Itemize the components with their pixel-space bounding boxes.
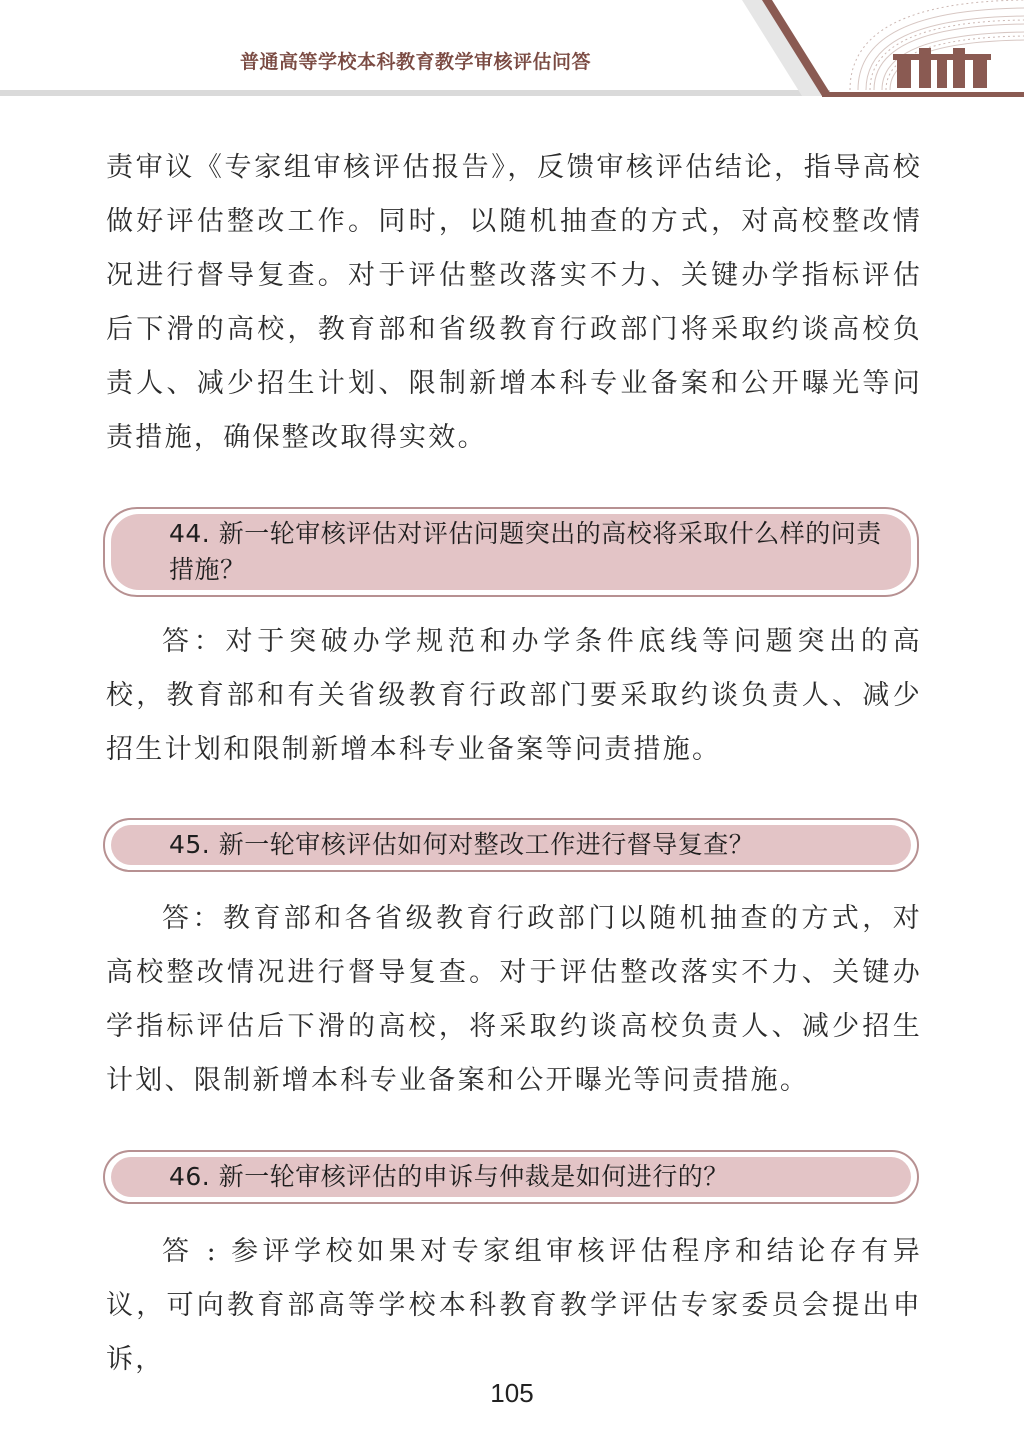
building-emblem-icon [893,48,991,88]
question-44-text: 44. 新一轮审核评估对评估问题突出的高校将采取什么样的问责措施？ [111,514,911,590]
book-title: 普通高等学校本科教育教学审核评估问答 [240,51,592,73]
question-46-box [103,1150,919,1204]
question-44-box [103,507,919,597]
question-46-text: 46. 新一轮审核评估的申诉与仲裁是如何进行的？ [111,1157,911,1197]
continuation-paragraph: 责审议《专家组审核评估报告》，反馈审核评估结论，指导高校做好评估整改工作。同时，以随机抽查的方式，对高校整改情况进行督导复查。对于评估整改落实不力、关键办学指标评估后下滑的高校，教育部和省级教育行政部门将采取约谈高校负责人、减少招生计划、限制新增本科专业备案和公开曝光等问责措施，确保整改取得实效。 [106,152,922,453]
answer-46-paragraph: 答 : 参评学校如果对专家组审核评估程序和结论存有异议，可向教育部高等学校本科教育教学评估专家委员会提出申诉， [106,1236,922,1375]
answer-45-paragraph: 答：教育部和各省级教育行政部门以随机抽查的方式，对高校整改情况进行督导复查。对于评估整改落实不力、关键办学指标评估后下滑的高校，将采取约谈高校负责人、减少招生计划、限制新增本科专业备案和公开曝光等问责措施。 [106,903,922,1096]
page-header [0,0,1024,100]
answer-44-paragraph: 答：对于突破办学规范和办学条件底线等问题突出的高校，教育部和有关省级教育行政部门要采取约谈负责人、减少招生计划和限制新增本科专业备案等问责措施。 [106,626,922,765]
question-45-text: 45. 新一轮审核评估如何对整改工作进行督导复查？ [111,825,911,865]
page-number: 105 [490,1378,534,1408]
question-45-box [103,818,919,872]
